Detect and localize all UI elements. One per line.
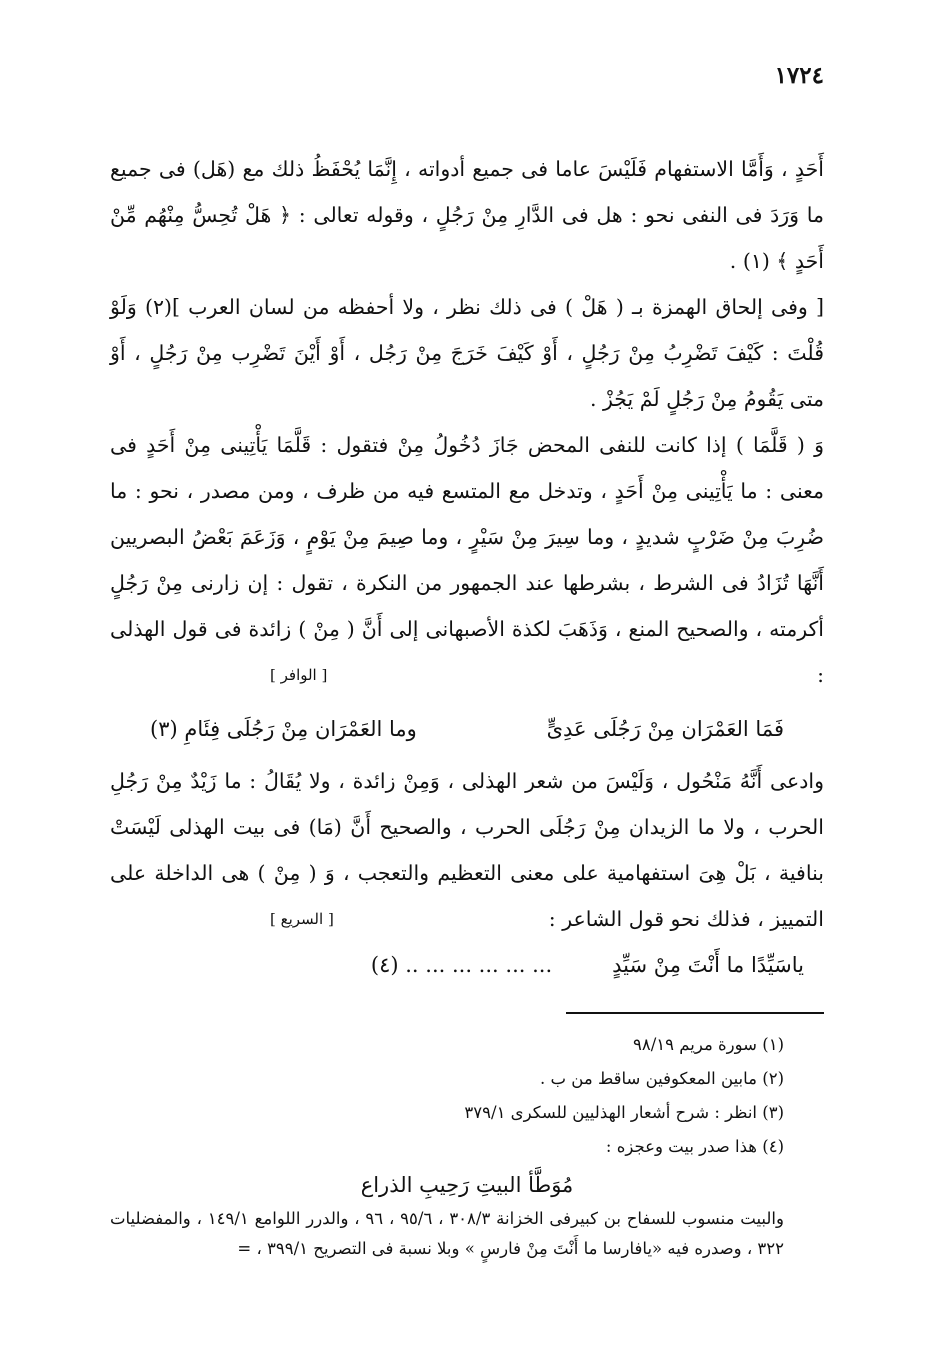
verse-2-ellipsis: ... ... ... ... ... .. (٤): [370, 953, 553, 977]
main-text: [110, 146, 824, 988]
paragraph-3-text: وَ ( قَلَّمَا ) إذا كانت للنفى المحض جَازَ دُخُولُ مِنْ فتقول : قَلَّمَا يَأْتِينى مِنْ أَحَدٍ فى معنى : ما يَأْتِينى مِنْ أَحَدٍ ، وتدخل مع المتسع فيه من ظرف ، ومن مصدر ، نحو : ما ضُرِبَ مِنْ ضَرْبٍ شديدٍ ، وما سِيرَ مِنْ سَيْرٍ ، وما صِيمَ مِنْ يَوْمٍ ، وَزَعَمَ بَعْضُ البصريين أَنَّهَا تُزَادُ فى الشرط ، بشرطها عند الجمهور من النكرة ، تقول : إن زارنى مِنْ رَجُلٍ أكرمته ، والصحيح المنع ، وَذَهَبَ لكذة الأصبهانى إلى أَنَّ ( مِنْ ) زائدة فى قول الهذلى :: [110, 433, 824, 687]
meter-label-wafir: [ الوافر ]: [270, 666, 328, 684]
paragraph-3: [110, 422, 824, 698]
paragraph-2: [ وفى إلحاق الهمزة بـ ( هَلْ ) فى ذلك نظر ، ولا أحفظه من لسان العرب ](٢) وَلَوْ قُلْتَ : كَيْفَ تَضْرِبُ مِنْ رَجُلٍ ، أَوْ كَيْفَ خَرَجَ مِنْ رَجُل ، أَوْ أَيْنَ تَضْرِب مِنْ رَجُلٍ ، أَوْ متى يَقُومُ مِنْ رَجُلٍ لَمْ يَجُزْ .: [110, 295, 824, 411]
paragraph-4-text: وادعى أَنَّهُ مَنْحُول ، وَلَيْسَ من شعر الهذلى ، وَمِنْ زائدة ، ولا يُقَالُ : ما زَيْدٌ مِنْ رَجُلِ الحرب ، ولا ما الزيدان مِنْ رَجُلَى الحرب ، والصحيح أَنَّ (مَا) فى بيت الهذلى لَيْسَتْ بنافية ، بَلْ هِىَ استفهامية على معنى التعظيم والتعجب ، وَ ( مِنْ ) هى الداخلة على التمييز ، فذلك نحو قول الشاعر :: [110, 769, 824, 931]
footnote-2: (٢) مابين المعكوفين ساقط من ب .: [540, 1069, 784, 1088]
footnote-verse: مُوَطَّأ البيتِ رَحِيبِ الذراع: [360, 1173, 574, 1197]
footnote-1: (١) سورة مريم ٩٨/١٩: [633, 1035, 784, 1054]
footnote-continuation: والبيت منسوب للسفاح بن كبيرفى الخزانة ٣٠٨/٣ ، ٩٥/٦ ، ٩٦ ، والدرر اللوامع ١٤٩/١ ، والمفضليات ٣٢٢ ، وصدره فيه «يافارسا ما أَنْتَ مِنْ فارسٍ » وبلا نسبة فى التصريح ٣٩٩/١ ، =: [110, 1209, 784, 1258]
footnotes: [110, 1028, 824, 1264]
verse-poet: [110, 942, 824, 988]
verse-2-first-hemistich: ياسَيِّدًا ما أَنْتَ مِنْ سَيِّدٍ: [612, 953, 804, 977]
paragraph-1: أَحَدٍ ، وَأَمَّا الاستفهام فَلَيْسَ عاما فى جميع أدواته ، إِنَّمَا يُحْفَظُ ذلك مع (هَل) فى جميع ما وَرَدَ فى النفى نحو : هل فى الدَّارِ مِنْ رَجُلٍ ، وقوله تعالى : ﴿ هَلْ تُحِسُّ مِنْهُم مِّنْ أَحَدٍ ﴾ (١) .: [110, 157, 824, 273]
footnote-4: (٤) هذا صدر بيت وعجزه :: [605, 1137, 784, 1156]
footnote-divider: [566, 1012, 824, 1014]
verse-1-second-hemistich: وما العَمْرَان مِنْ رَجُلَى فِئَامِ (٣): [150, 717, 417, 741]
paragraph-4: [110, 758, 824, 942]
verse-hudhali: [110, 706, 824, 752]
meter-label-sari: [ السريع ]: [270, 910, 334, 928]
verse-1-first-hemistich: فَمَا العَمْرَان مِنْ رَجُلَى عَدِىٍّ: [546, 717, 784, 741]
page-number: ١٧٢٤: [774, 62, 824, 89]
footnote-3: (٣) انظر : شرح أشعار الهذليين للسكرى ٣٧٩/١: [464, 1103, 784, 1122]
book-page: [110, 62, 824, 1317]
